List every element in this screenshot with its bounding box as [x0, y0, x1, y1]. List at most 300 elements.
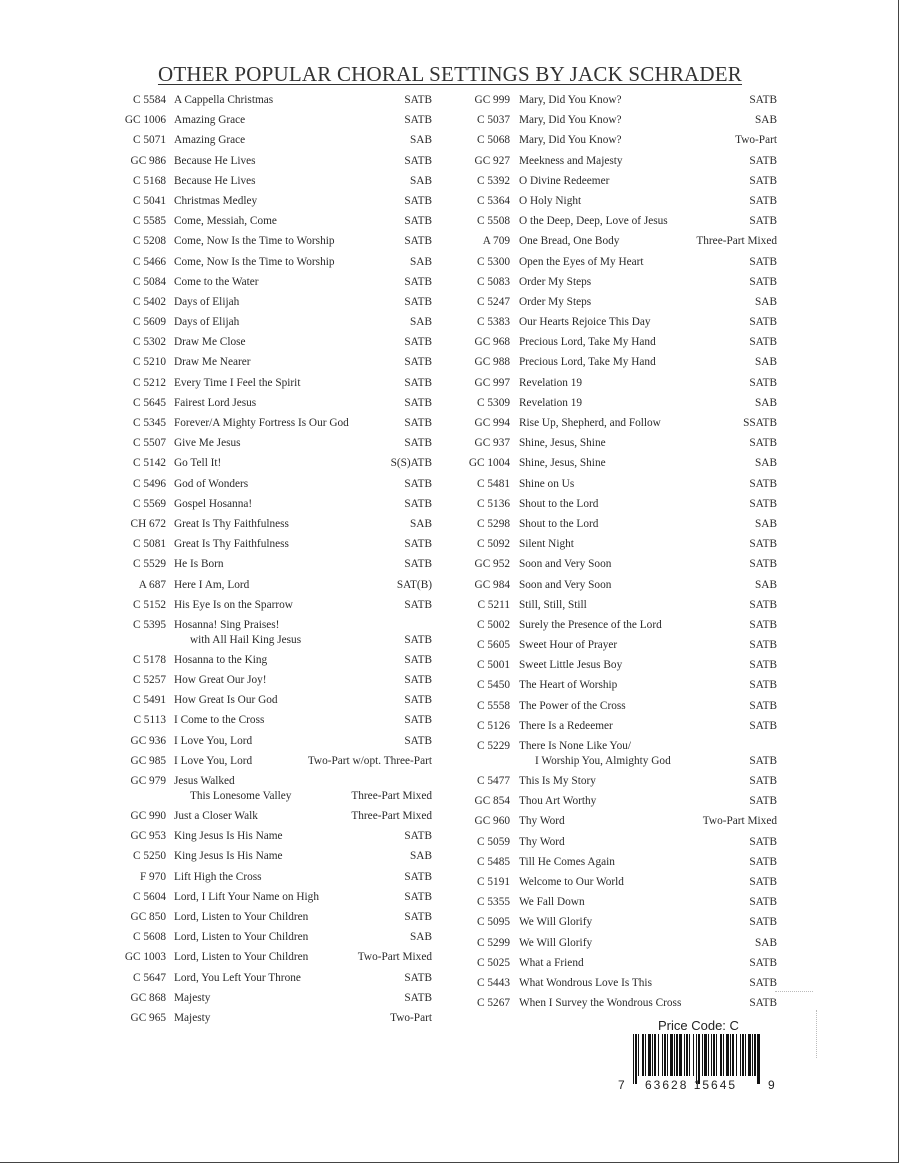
catalog-entry [455, 376, 777, 396]
price-code: Price Code: C [658, 1018, 739, 1033]
song-title [174, 275, 259, 290]
catalog-entry [455, 578, 777, 598]
catalog-number: C 5210 [133, 356, 166, 369]
voicing: SATB [749, 679, 777, 692]
barcode-bar [684, 1034, 685, 1076]
catalog-number: CH 672 [130, 517, 166, 530]
song-title [174, 950, 308, 965]
voicing: SATB [404, 336, 432, 349]
song-title-line: Our Hearts Rejoice This Day [519, 316, 651, 329]
catalog-entry [100, 734, 432, 754]
voicing: SAB [410, 316, 432, 329]
catalog-entry [100, 809, 432, 829]
song-title [519, 517, 598, 532]
catalog-entry [100, 113, 432, 133]
catalog-number: GC 986 [130, 154, 166, 167]
catalog-number: C 5477 [477, 775, 510, 787]
catalog-number: C 5113 [133, 714, 166, 727]
voicing: SATB [749, 795, 777, 808]
voicing: SATB [749, 497, 777, 510]
song-title-line: King Jesus Is His Name [174, 850, 283, 863]
catalog-entry [455, 194, 777, 214]
catalog-entry [100, 849, 432, 869]
voicing: SAB [755, 517, 777, 530]
barcode-bar [693, 1034, 694, 1076]
song-title-line: Give Me Jesus [174, 437, 241, 450]
voicing: SATB [404, 991, 432, 1004]
barcode-bar [686, 1034, 688, 1076]
catalog-number: C 5496 [133, 477, 166, 490]
catalog-number: C 5345 [133, 417, 166, 429]
song-title-line: Shine, Jesus, Shine [519, 437, 606, 450]
barcode-bar [742, 1034, 744, 1076]
song-title [519, 855, 615, 870]
voicing: SATB [404, 376, 432, 389]
song-title-line: We Fall Down [519, 896, 585, 909]
catalog-number: GC 850 [130, 910, 166, 923]
voicing: SAB [755, 578, 777, 591]
song-title [174, 930, 308, 945]
catalog-entry [455, 996, 777, 1016]
catalog-entry [100, 154, 432, 174]
catalog-number: GC 985 [130, 754, 166, 767]
catalog-number: GC 854 [474, 795, 510, 808]
song-title-line: There Is None Like You/ [519, 740, 632, 752]
song-title [519, 915, 592, 930]
barcode-bar [757, 1034, 760, 1084]
catalog-entry [100, 93, 432, 113]
catalog-entry [100, 315, 432, 335]
catalog-number: C 5168 [133, 174, 166, 187]
catalog-number: C 5584 [133, 94, 166, 106]
song-title [519, 996, 681, 1011]
voicing: SATB [749, 538, 777, 551]
catalog-entry [100, 930, 432, 950]
barcode-bar [676, 1034, 678, 1076]
barcode-bar [713, 1034, 715, 1076]
song-title [519, 396, 582, 411]
song-title-line: Mary, Did You Know? [519, 94, 622, 106]
song-title [519, 315, 651, 330]
catalog-number: C 5257 [133, 674, 166, 687]
song-title [519, 497, 598, 512]
catalog-number: C 5002 [477, 618, 510, 631]
song-title-line: This Is My Story [519, 775, 596, 787]
barcode-bar [674, 1034, 675, 1076]
catalog-entry [100, 950, 432, 970]
voicing: SATB [749, 437, 777, 450]
catalog-entry [455, 255, 777, 275]
catalog-entry [100, 693, 432, 713]
barcode-bar [723, 1034, 724, 1076]
song-title-line: Open the Eyes of My Heart [519, 255, 644, 268]
catalog-number: GC 965 [130, 1011, 166, 1024]
voicing: SAB [755, 396, 777, 409]
catalog-number: C 5081 [133, 538, 166, 551]
song-title [174, 335, 246, 350]
song-title [174, 93, 273, 108]
voicing: SATB [404, 154, 432, 167]
catalog-number: C 5212 [133, 376, 166, 389]
catalog-number: GC 968 [474, 336, 510, 349]
catalog-number: C 5507 [133, 437, 166, 450]
catalog-number: C 5529 [133, 558, 166, 571]
catalog-entry [455, 416, 777, 436]
voicing: SATB [404, 734, 432, 747]
voicing: SATB [749, 94, 777, 106]
catalog-entry [455, 537, 777, 557]
catalog-number: GC 999 [474, 94, 510, 106]
song-title-line: Gospel Hosanna! [174, 497, 253, 510]
barcode-bar [652, 1034, 653, 1076]
catalog-number: GC 936 [130, 734, 166, 747]
song-title [519, 214, 668, 229]
catalog-number: C 5142 [133, 457, 166, 470]
catalog-entry [100, 295, 432, 315]
catalog-number: GC 952 [474, 558, 510, 571]
catalog-number: C 5152 [133, 598, 166, 611]
catalog-entry [455, 275, 777, 295]
catalog-entry [455, 814, 777, 834]
catalog-number: GC 1003 [124, 951, 166, 964]
song-title-line: Soon and Very Soon [519, 558, 612, 571]
catalog-number: A 687 [138, 578, 166, 591]
song-title [519, 174, 609, 189]
song-title [519, 557, 611, 572]
catalog-entry [455, 699, 777, 719]
voicing: SATB [404, 598, 432, 611]
catalog-entry [455, 976, 777, 996]
voicing: SATB [749, 896, 777, 909]
barcode-bar [711, 1034, 712, 1076]
crop-mark-ticks [816, 1010, 819, 1058]
catalog-entry [455, 113, 777, 133]
song-title-line: Shout to the Lord [519, 517, 599, 530]
song-title [519, 699, 626, 714]
barcode-bar [635, 1034, 637, 1084]
song-title-line: Draw Me Close [174, 336, 246, 349]
song-title-line: Meekness and Majesty [519, 154, 623, 167]
barcode-bar [633, 1034, 634, 1084]
catalog-number: C 5001 [477, 659, 510, 672]
catalog-number: C 5208 [133, 235, 166, 248]
catalog-number: C 5402 [133, 295, 166, 308]
song-title [174, 234, 335, 249]
catalog-number: C 5178 [133, 653, 166, 666]
catalog-entry [455, 396, 777, 416]
song-title [519, 234, 619, 249]
barcode-bar [698, 1034, 700, 1084]
song-title [174, 517, 289, 532]
voicing: S(S)ATB [390, 457, 432, 470]
voicing: SATB [749, 174, 777, 187]
catalog-number: F 970 [139, 870, 166, 883]
voicing: SATB [749, 275, 777, 288]
voicing: SAB [410, 850, 432, 863]
voicing: SATB [404, 356, 432, 369]
catalog-number: C 5508 [477, 215, 510, 228]
voicing: SATB [404, 674, 432, 687]
voicing: SAB [410, 134, 432, 147]
catalog-number: C 5084 [133, 275, 166, 288]
catalog-entry [100, 557, 432, 577]
barcode-bar [654, 1034, 656, 1076]
voicing: SATB [749, 699, 777, 712]
song-title [519, 814, 565, 829]
catalog-entry [455, 915, 777, 935]
catalog-entry [455, 875, 777, 895]
song-title-line: Hosanna! Sing Praises! [174, 618, 280, 631]
barcode-bar [645, 1034, 646, 1076]
catalog-entry [455, 638, 777, 658]
song-title-line: King Jesus Is His Name [174, 830, 283, 843]
barcode-bar [679, 1034, 682, 1076]
catalog-entry [100, 234, 432, 254]
song-title-line: Soon and Very Soon [519, 578, 612, 591]
voicing: Three-Part Mixed [351, 790, 432, 802]
voicing: SAB [410, 931, 432, 944]
catalog-entry [455, 794, 777, 814]
song-title-line: Days of Elijah [174, 316, 240, 329]
catalog-number: GC 990 [130, 810, 166, 822]
song-title [174, 849, 283, 864]
voicing: SATB [749, 976, 777, 989]
page-title-text: OTHER POPULAR CHORAL SETTINGS BY JACK SCHRADER [157, 62, 743, 86]
song-title-line: A Cappella Christmas [174, 94, 274, 106]
song-title [519, 658, 622, 673]
catalog-entry [455, 355, 777, 375]
catalog-entry [100, 870, 432, 890]
song-title [174, 113, 245, 128]
song-title [174, 497, 252, 512]
catalog-number: C 5647 [133, 971, 166, 984]
voicing: SATB [749, 835, 777, 848]
song-title-line: Surely the Presence of the Lord [519, 618, 662, 631]
voicing: SATB [404, 275, 432, 288]
catalog-entry [455, 719, 777, 739]
catalog-entry [455, 214, 777, 234]
catalog-entry [100, 829, 432, 849]
catalog-entry [455, 174, 777, 194]
catalog-number: C 5585 [133, 215, 166, 228]
catalog-entry [100, 456, 432, 476]
song-title-line: The Power of the Cross [519, 699, 626, 712]
song-title-line: We Will Glorify [519, 916, 593, 929]
barcode-bar [732, 1034, 734, 1076]
catalog-number: C 5364 [477, 194, 510, 207]
voicing: SATB [749, 916, 777, 929]
song-title [174, 295, 239, 310]
catalog-number: C 5191 [477, 875, 510, 888]
catalog-entry [455, 618, 777, 638]
song-title [174, 754, 252, 769]
voicing: Two-Part Mixed [702, 815, 777, 828]
song-title-line: Majesty [174, 1011, 211, 1024]
catalog-number: C 5300 [477, 255, 510, 268]
song-title-line: Majesty [174, 991, 211, 1004]
catalog-entry [100, 713, 432, 733]
barcode-first-digit: 7 [618, 1078, 625, 1092]
song-title-line: I Come to the Cross [174, 714, 265, 727]
voicing: SATB [749, 215, 777, 228]
crop-mark-line [775, 991, 813, 992]
barcode-middle-digits: 63628 15645 [645, 1078, 738, 1092]
catalog-entry [455, 895, 777, 915]
song-title-line: Days of Elijah [174, 295, 240, 308]
song-title-subline: I Worship You, Almighty God [535, 755, 671, 767]
catalog-entry [100, 653, 432, 673]
voicing: SATB [749, 956, 777, 969]
voicing: SATB [404, 558, 432, 571]
song-title [174, 578, 249, 593]
voicing: SATB [749, 598, 777, 611]
catalog-number: C 5609 [133, 316, 166, 329]
voicing: SATB [404, 714, 432, 727]
song-title-line: Jesus Walked [174, 775, 235, 787]
catalog-number: C 5608 [133, 931, 166, 944]
catalog-number: GC 997 [474, 376, 510, 389]
catalog-number: C 5395 [133, 618, 166, 631]
song-title [519, 936, 592, 951]
song-title-line: Revelation 19 [519, 396, 583, 409]
voicing: SATB [404, 497, 432, 510]
song-title [174, 774, 291, 804]
catalog-entry [455, 477, 777, 497]
song-title-line: One Bread, One Body [519, 235, 620, 248]
catalog-number: C 5383 [477, 316, 510, 329]
voicing: SATB [404, 235, 432, 248]
song-title-line: He Is Born [174, 558, 224, 571]
catalog-number: C 5095 [477, 916, 510, 929]
song-title-line: O the Deep, Deep, Love of Jesus [519, 215, 668, 228]
barcode-bar [720, 1034, 722, 1076]
catalog-number: C 5309 [477, 396, 510, 409]
song-title-line: Because He Lives [174, 174, 256, 187]
song-title-line: Amazing Grace [174, 114, 246, 127]
song-title [519, 335, 656, 350]
song-title-subline: with All Hail King Jesus [190, 633, 302, 646]
song-title-line: Forever/A Mighty Fortress Is Our God [174, 417, 349, 429]
catalog-entry [100, 275, 432, 295]
song-title-line: There Is a Redeemer [519, 719, 613, 732]
catalog-entry [455, 234, 777, 254]
barcode-bar [745, 1034, 746, 1076]
voicing: SATB [749, 376, 777, 389]
song-title-line: Shine, Jesus, Shine [519, 457, 606, 470]
song-title-line: Lord, I Lift Your Name on High [174, 890, 319, 903]
song-title [174, 557, 224, 572]
song-title [519, 133, 622, 148]
song-title [519, 956, 584, 971]
barcode-bar [670, 1034, 673, 1076]
song-title-line: His Eye Is on the Sparrow [174, 598, 293, 611]
song-title-line: What a Friend [519, 956, 584, 969]
song-title [174, 673, 267, 688]
catalog-entry [455, 456, 777, 476]
barcode-bar [689, 1034, 690, 1076]
song-title-line: Precious Lord, Take My Hand [519, 356, 656, 369]
song-title [519, 618, 662, 633]
catalog-entry [455, 557, 777, 577]
catalog-number: GC 960 [474, 815, 510, 828]
catalog-number: C 5037 [477, 114, 510, 127]
song-title [174, 971, 301, 986]
catalog-number: C 5083 [477, 275, 510, 288]
song-title-line: Lord, Listen to Your Children [174, 951, 309, 964]
voicing: SATB [749, 875, 777, 888]
catalog-number: A 709 [482, 235, 510, 248]
song-title [519, 774, 596, 789]
voicing: Two-Part [735, 134, 777, 147]
catalog-entry [100, 673, 432, 693]
voicing: SATB [749, 719, 777, 732]
song-title [519, 794, 596, 809]
catalog-column-right [455, 93, 777, 1016]
song-title [519, 416, 661, 431]
catalog-number: C 5126 [477, 719, 510, 732]
voicing: SATB [404, 396, 432, 409]
catalog-entry [455, 133, 777, 153]
voicing: SATB [749, 336, 777, 349]
voicing: SATB [749, 997, 777, 1010]
song-title-line: Here I Am, Lord [174, 578, 250, 591]
voicing: SATB [404, 653, 432, 666]
voicing: SATB [749, 558, 777, 571]
song-title [174, 910, 308, 925]
catalog-entry [100, 618, 432, 653]
voicing: SAB [755, 114, 777, 127]
barcode-bar [736, 1034, 737, 1076]
song-title [519, 537, 574, 552]
barcode-bar [664, 1034, 666, 1076]
catalog-column-left [100, 93, 432, 1031]
song-title-line: Rise Up, Shepherd, and Follow [519, 417, 661, 429]
catalog-entry [100, 910, 432, 930]
song-title [519, 976, 652, 991]
voicing: SAB [410, 174, 432, 187]
song-title-line: Mary, Did You Know? [519, 134, 622, 147]
voicing: SATB [404, 830, 432, 843]
voicing: SATB [749, 618, 777, 631]
song-title [519, 295, 591, 310]
voicing: SAB [755, 457, 777, 470]
catalog-entry [455, 497, 777, 517]
catalog-entry [100, 355, 432, 375]
song-title-line: Amazing Grace [174, 134, 246, 147]
catalog-entry [100, 497, 432, 517]
song-title [174, 991, 210, 1006]
song-title-line: Welcome to Our World [519, 875, 624, 888]
barcode-bar [648, 1034, 651, 1076]
song-title [519, 113, 622, 128]
song-title [174, 376, 300, 391]
song-title [174, 416, 349, 431]
catalog-entry [455, 956, 777, 976]
song-title [174, 870, 262, 885]
song-title-line: Come, Now Is the Time to Worship [174, 255, 335, 268]
song-title [519, 154, 623, 169]
song-title [519, 719, 613, 734]
catalog-entry [100, 578, 432, 598]
voicing: SATB [404, 633, 432, 646]
voicing: Two-Part [390, 1011, 432, 1024]
song-title [174, 693, 278, 708]
catalog-number: C 5485 [477, 855, 510, 868]
catalog-entry [100, 598, 432, 618]
voicing: SAB [755, 356, 777, 369]
catalog-entry [100, 890, 432, 910]
song-title-line: Every Time I Feel the Spirit [174, 376, 301, 389]
